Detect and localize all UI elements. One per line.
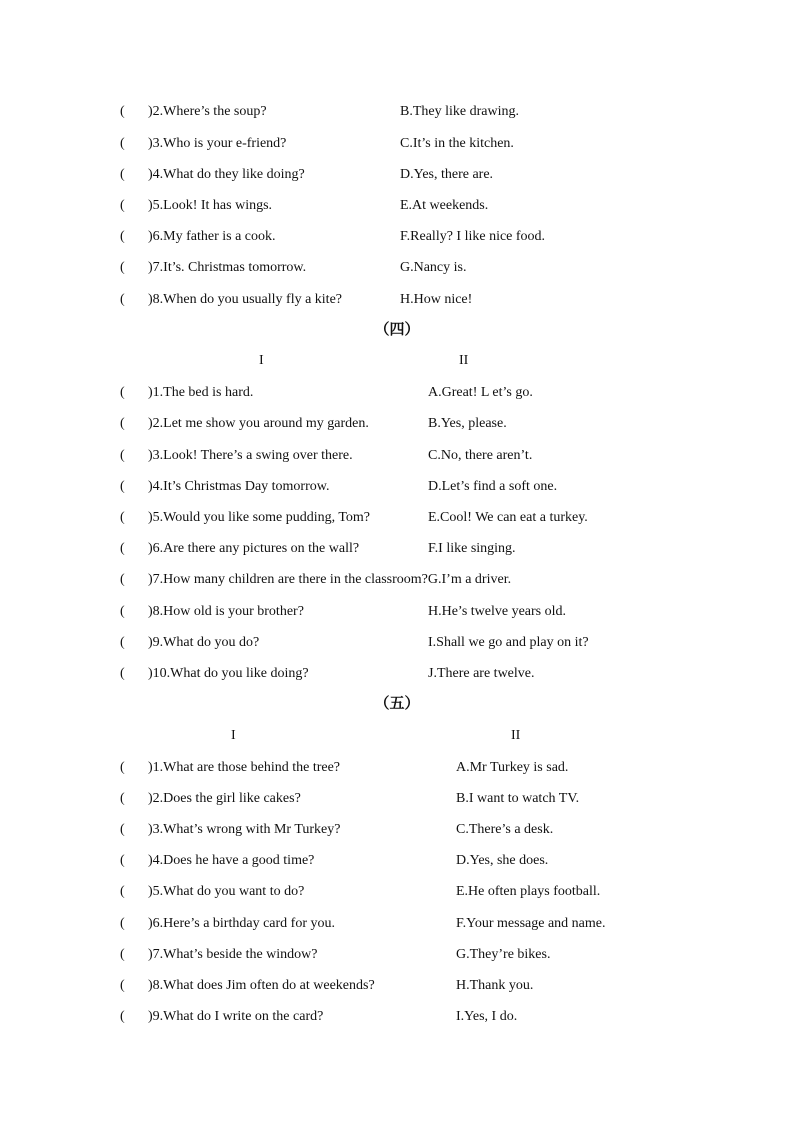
match-row (0, 508, 794, 528)
answer-text: E.He often plays football. (456, 884, 601, 899)
answer-text: H.How nice! (400, 292, 473, 307)
match-row (0, 976, 794, 996)
match-row (0, 227, 794, 247)
answer-text: I.Shall we go and play on it? (428, 635, 589, 650)
answer-bracket[interactable]: ( (120, 791, 125, 806)
question-text: )4.Does he have a good time? (148, 853, 315, 868)
answer-bracket[interactable]: ( (120, 479, 125, 494)
question-text: )2.Where’s the soup? (148, 104, 267, 119)
question-text: )4.It’s Christmas Day tomorrow. (148, 479, 330, 494)
answer-bracket[interactable]: ( (120, 198, 125, 213)
match-row (0, 914, 794, 934)
answer-text: H.Thank you. (456, 978, 534, 993)
match-row (0, 477, 794, 497)
answer-bracket[interactable]: ( (120, 541, 125, 556)
answer-text: J.There are twelve. (428, 666, 535, 681)
match-row (0, 446, 794, 466)
answer-text: D.Yes, she does. (456, 853, 549, 868)
answer-bracket[interactable]: ( (120, 167, 125, 182)
match-row (0, 602, 794, 622)
match-row (0, 570, 794, 590)
answer-text: G.Nancy is. (400, 260, 467, 275)
question-text: )6.My father is a cook. (148, 229, 276, 244)
question-text: )7.What’s beside the window? (148, 947, 318, 962)
question-text: )3.Look! There’s a swing over there. (148, 448, 353, 463)
match-row (0, 414, 794, 434)
answer-bracket[interactable]: ( (120, 260, 125, 275)
match-row (0, 165, 794, 185)
answer-bracket[interactable]: ( (120, 136, 125, 151)
column-header-i: I (259, 353, 264, 368)
answer-text: D.Yes, there are. (400, 167, 494, 182)
answer-bracket[interactable]: ( (120, 1009, 125, 1024)
answer-text: G.They’re bikes. (456, 947, 551, 962)
answer-text: F.I like singing. (428, 541, 516, 556)
answer-text: F.Really? I like nice food. (400, 229, 546, 244)
match-row (0, 539, 794, 559)
answer-text: A.Mr Turkey is sad. (456, 760, 569, 775)
answer-bracket[interactable]: ( (120, 947, 125, 962)
question-text: )6.Here’s a birthday card for you. (148, 916, 335, 931)
section-title: （五） (374, 696, 420, 712)
answer-bracket[interactable]: ( (120, 385, 125, 400)
answer-bracket[interactable]: ( (120, 572, 125, 587)
match-row (0, 882, 794, 902)
answer-bracket[interactable]: ( (120, 822, 125, 837)
answer-text: D.Let’s find a soft one. (428, 479, 558, 494)
question-text: )10.What do you like doing? (148, 666, 309, 681)
answer-text: C.There’s a desk. (456, 822, 554, 837)
answer-bracket[interactable]: ( (120, 853, 125, 868)
answer-bracket[interactable]: ( (120, 760, 125, 775)
question-text: )3.What’s wrong with Mr Turkey? (148, 822, 341, 837)
question-text: )3.Who is your e-friend? (148, 136, 287, 151)
match-row (0, 820, 794, 840)
question-text: )7.How many children are there in the classroom?G.I’m a driver. (148, 572, 512, 587)
answer-text: F.Your message and name. (456, 916, 606, 931)
question-text: )1.The bed is hard. (148, 385, 254, 400)
match-row (0, 290, 794, 310)
match-row (0, 851, 794, 871)
answer-bracket[interactable]: ( (120, 978, 125, 993)
question-text: )1.What are those behind the tree? (148, 760, 341, 775)
match-row (0, 383, 794, 403)
question-text: )9.What do I write on the card? (148, 1009, 324, 1024)
question-text: )2.Does the girl like cakes? (148, 791, 301, 806)
question-text: )5.What do you want to do? (148, 884, 305, 899)
column-header-i: I (231, 728, 236, 743)
question-text: )5.Would you like some pudding, Tom? (148, 510, 371, 525)
answer-bracket[interactable]: ( (120, 884, 125, 899)
answer-bracket[interactable]: ( (120, 104, 125, 119)
answer-text: H.He’s twelve years old. (428, 604, 567, 619)
answer-text: E.At weekends. (400, 198, 489, 213)
answer-bracket[interactable]: ( (120, 635, 125, 650)
question-text: )2.Let me show you around my garden. (148, 416, 369, 431)
answer-bracket[interactable]: ( (120, 604, 125, 619)
question-text: )4.What do they like doing? (148, 167, 305, 182)
match-row (0, 258, 794, 278)
answer-text: I.Yes, I do. (456, 1009, 518, 1024)
question-text: )9.What do you do? (148, 635, 260, 650)
answer-text: A.Great! L et’s go. (428, 385, 533, 400)
answer-text: C.No, there aren’t. (428, 448, 533, 463)
answer-bracket[interactable]: ( (120, 229, 125, 244)
question-text: )8.When do you usually fly a kite? (148, 292, 343, 307)
answer-text: C.It’s in the kitchen. (400, 136, 514, 151)
question-text: )8.How old is your brother? (148, 604, 304, 619)
match-row (0, 633, 794, 653)
answer-bracket[interactable]: ( (120, 416, 125, 431)
answer-bracket[interactable]: ( (120, 916, 125, 931)
match-row (0, 196, 794, 216)
section-title: （四） (374, 322, 420, 338)
answer-text: B.Yes, please. (428, 416, 507, 431)
answer-bracket[interactable]: ( (120, 292, 125, 307)
match-row (0, 134, 794, 154)
match-row (0, 945, 794, 965)
answer-text: E.Cool! We can eat a turkey. (428, 510, 588, 525)
question-text: )8.What does Jim often do at weekends? (148, 978, 375, 993)
answer-text: B.I want to watch TV. (456, 791, 580, 806)
column-header-ii: II (459, 353, 469, 368)
question-text: )7.It’s. Christmas tomorrow. (148, 260, 307, 275)
answer-bracket[interactable]: ( (120, 510, 125, 525)
question-text: )6.Are there any pictures on the wall? (148, 541, 360, 556)
match-row (0, 102, 794, 122)
match-row (0, 758, 794, 778)
answer-bracket[interactable]: ( (120, 666, 125, 681)
match-row (0, 1007, 794, 1027)
match-row (0, 664, 794, 684)
question-text: )5.Look! It has wings. (148, 198, 273, 213)
match-row (0, 789, 794, 809)
column-header-ii: II (511, 728, 521, 743)
answer-bracket[interactable]: ( (120, 448, 125, 463)
answer-text: B.They like drawing. (400, 104, 519, 119)
